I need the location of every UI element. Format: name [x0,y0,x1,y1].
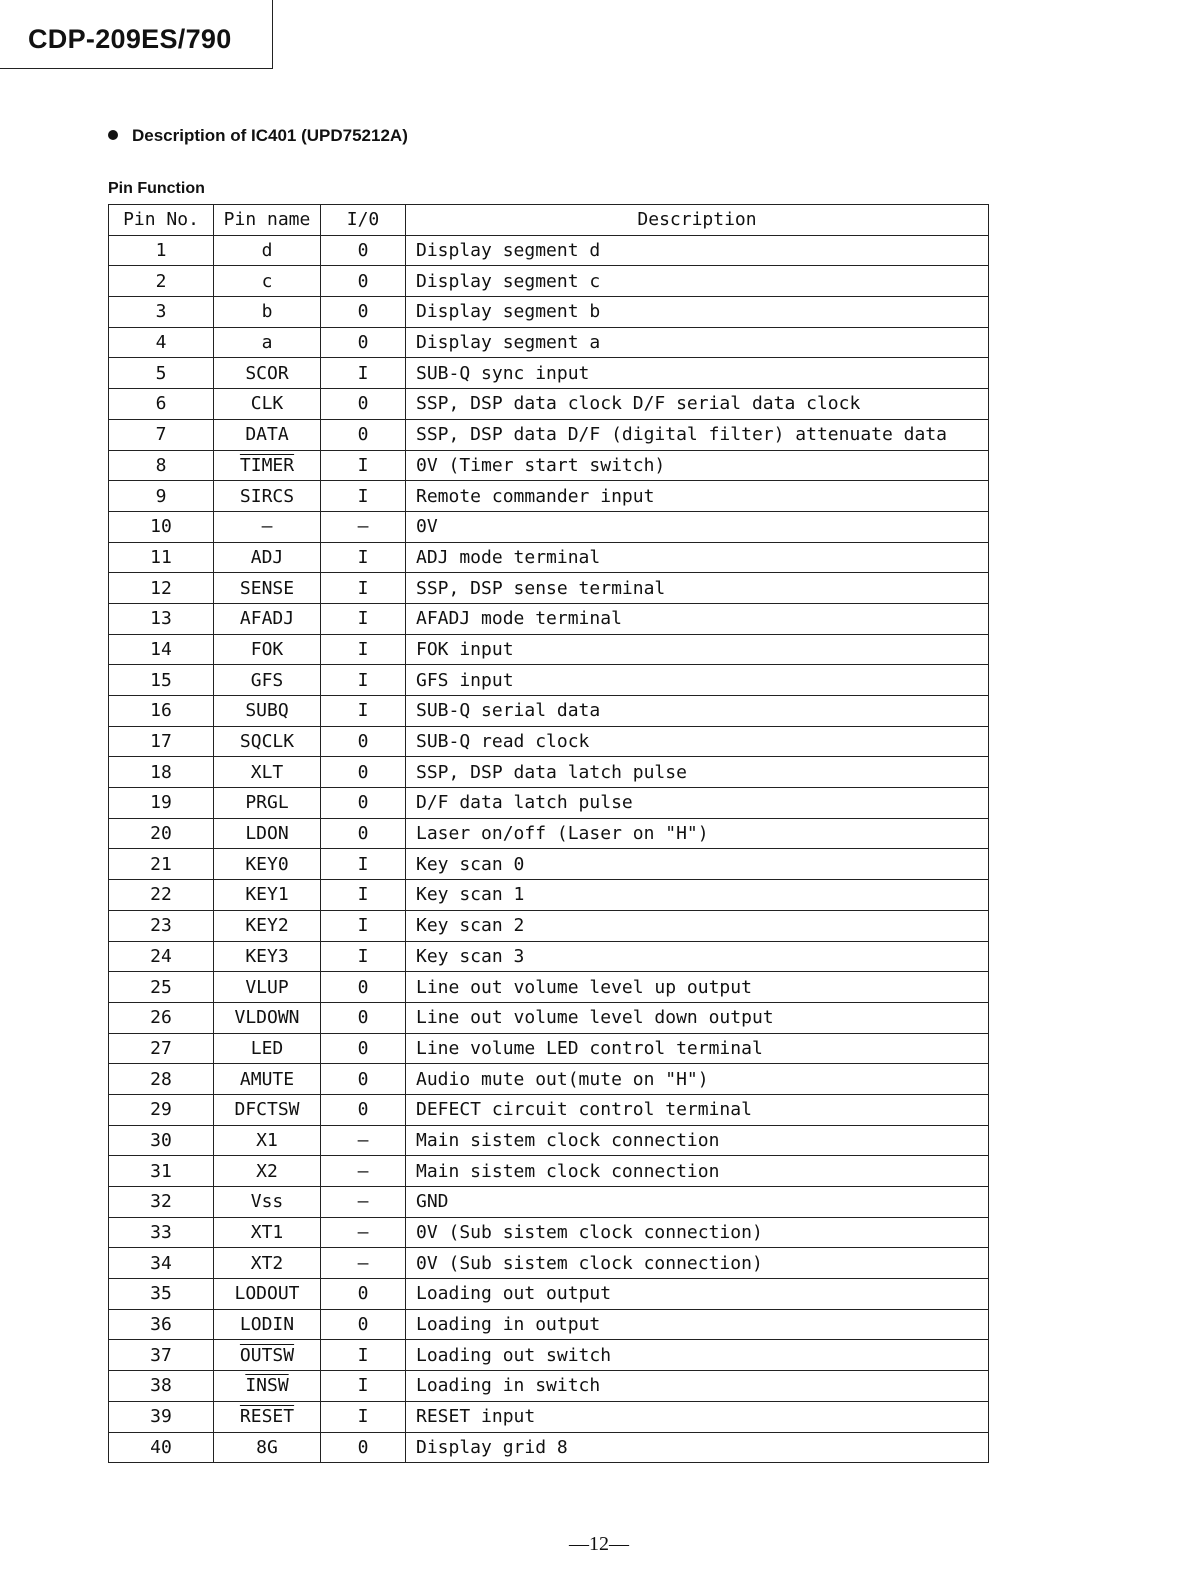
pin-description-cell: Line out volume level down output [406,1002,989,1033]
pin-name-cell: DFCTSW [214,1094,321,1125]
table-row [109,419,989,450]
table-row [109,1002,989,1033]
pin-name-cell: CLK [214,389,321,420]
pin-number-cell: 34 [109,1248,214,1279]
pin-io-cell: 0 [321,297,406,328]
pin-io-cell: I [321,696,406,727]
table-row [109,481,989,512]
pin-description-cell: SSP, DSP data latch pulse [406,757,989,788]
pin-name-cell: TIMER [214,450,321,481]
pin-number-cell: 38 [109,1371,214,1402]
table-row [109,266,989,297]
pin-description-cell: SSP, DSP data D/F (digital filter) attenuate data [406,419,989,450]
pin-description-cell: Laser on/off (Laser on "H") [406,818,989,849]
pin-io-cell: I [321,880,406,911]
pin-io-cell: — [321,1187,406,1218]
pin-name-cell: KEY3 [214,941,321,972]
pin-number-cell: 32 [109,1187,214,1218]
pin-io-cell: — [321,1217,406,1248]
pin-name-cell: INSW [214,1371,321,1402]
pin-name-cell: X2 [214,1156,321,1187]
pin-description-cell: SUB-Q sync input [406,358,989,389]
pin-description-cell: Display grid 8 [406,1432,989,1463]
pin-number-cell: 36 [109,1309,214,1340]
table-row [109,1217,989,1248]
table-row [109,726,989,757]
pin-name-cell: Vss [214,1187,321,1218]
table-row [109,1371,989,1402]
pin-io-cell: 0 [321,726,406,757]
pin-io-cell: I [321,542,406,573]
table-row [109,1064,989,1095]
pin-io-cell: 0 [321,757,406,788]
pin-description-cell: SUB-Q read clock [406,726,989,757]
table-row [109,235,989,266]
pin-description-cell: Loading in switch [406,1371,989,1402]
pin-name-cell: KEY2 [214,910,321,941]
pin-io-cell: I [321,1340,406,1371]
pin-description-cell: Loading in output [406,1309,989,1340]
pin-description-cell: 0V (Sub sistem clock connection) [406,1248,989,1279]
header-io: I/0 [321,205,406,236]
pin-io-cell: 0 [321,1309,406,1340]
pin-io-cell: 0 [321,788,406,819]
pin-name-cell: XT1 [214,1217,321,1248]
table-row [109,696,989,727]
pin-number-cell: 24 [109,941,214,972]
pin-description-cell: Key scan 1 [406,880,989,911]
pin-io-cell: 0 [321,818,406,849]
pin-name-cell: DATA [214,419,321,450]
pin-io-cell: 0 [321,1279,406,1310]
pin-number-cell: 3 [109,297,214,328]
pin-description-cell: GND [406,1187,989,1218]
header-description: Description [406,205,989,236]
pin-name-cell: — [214,511,321,542]
pin-description-cell: Audio mute out(mute on "H") [406,1064,989,1095]
pin-io-cell: I [321,603,406,634]
pin-description-cell: Main sistem clock connection [406,1125,989,1156]
pin-io-cell: I [321,358,406,389]
section-title [108,126,408,146]
pin-io-cell: I [321,573,406,604]
pin-name-cell: d [214,235,321,266]
pin-number-cell: 13 [109,603,214,634]
pin-io-cell: 0 [321,1033,406,1064]
pin-description-cell: GFS input [406,665,989,696]
pin-io-cell: — [321,1248,406,1279]
model-title: CDP-209ES/790 [28,24,232,54]
pin-description-cell: 0V (Timer start switch) [406,450,989,481]
pin-description-cell: Key scan 2 [406,910,989,941]
pin-description-cell: Display segment a [406,327,989,358]
pin-description-cell: Display segment d [406,235,989,266]
pin-name-cell: LDON [214,818,321,849]
pin-number-cell: 21 [109,849,214,880]
pin-description-cell: Line volume LED control terminal [406,1033,989,1064]
pin-io-cell: I [321,910,406,941]
table-row [109,1094,989,1125]
header-pin-name: Pin name [214,205,321,236]
pin-name-cell: SIRCS [214,481,321,512]
pin-number-cell: 37 [109,1340,214,1371]
pin-name-cell: ADJ [214,542,321,573]
pin-name-cell: AFADJ [214,603,321,634]
pin-number-cell: 29 [109,1094,214,1125]
pin-description-cell: RESET input [406,1401,989,1432]
table-header-row [109,205,989,236]
pin-io-cell: I [321,1371,406,1402]
pin-number-cell: 16 [109,696,214,727]
pin-io-cell: I [321,481,406,512]
pin-name-cell: SQCLK [214,726,321,757]
pin-name-cell: KEY0 [214,849,321,880]
table-row [109,1187,989,1218]
pin-name-cell: b [214,297,321,328]
pin-description-cell: AFADJ mode terminal [406,603,989,634]
pin-io-cell: 0 [321,1094,406,1125]
pin-number-cell: 6 [109,389,214,420]
pin-description-cell: Loading out output [406,1279,989,1310]
pin-number-cell: 26 [109,1002,214,1033]
pin-io-cell: 0 [321,1002,406,1033]
table-body [109,235,989,1463]
table-row [109,511,989,542]
pin-number-cell: 23 [109,910,214,941]
table-row [109,818,989,849]
table-row [109,1279,989,1310]
pin-name-cell: a [214,327,321,358]
table-row [109,757,989,788]
pin-name-cell: SENSE [214,573,321,604]
pin-description-cell: SSP, DSP data clock D/F serial data clock [406,389,989,420]
table-row [109,450,989,481]
pin-io-cell: 0 [321,327,406,358]
table-row [109,389,989,420]
pin-description-cell: Display segment b [406,297,989,328]
pin-number-cell: 28 [109,1064,214,1095]
table-row [109,1033,989,1064]
page-number: —12— [569,1533,629,1555]
table-row [109,573,989,604]
pin-io-cell: I [321,665,406,696]
pin-name-cell: SCOR [214,358,321,389]
table-row [109,297,989,328]
pin-description-cell: Key scan 3 [406,941,989,972]
pin-number-cell: 5 [109,358,214,389]
pin-number-cell: 25 [109,972,214,1003]
pin-description-cell: FOK input [406,634,989,665]
pin-name-cell: VLUP [214,972,321,1003]
pin-io-cell: 0 [321,1064,406,1095]
header-box [0,0,273,69]
pin-description-cell: SUB-Q serial data [406,696,989,727]
pin-number-cell: 14 [109,634,214,665]
pin-io-cell: 0 [321,419,406,450]
pin-description-cell: 0V [406,511,989,542]
table-row [109,972,989,1003]
pin-io-cell: — [321,1125,406,1156]
pin-io-cell: — [321,511,406,542]
pin-description-cell: Display segment c [406,266,989,297]
pin-name-cell: LODOUT [214,1279,321,1310]
table-row [109,358,989,389]
pin-description-cell: Remote commander input [406,481,989,512]
pin-name-cell: LODIN [214,1309,321,1340]
pin-name-cell: PRGL [214,788,321,819]
pin-description-cell: Line out volume level up output [406,972,989,1003]
pin-number-cell: 20 [109,818,214,849]
pin-io-cell: I [321,1401,406,1432]
pin-number-cell: 27 [109,1033,214,1064]
pin-name-cell: XT2 [214,1248,321,1279]
bullet-icon [108,130,118,140]
pin-io-cell: 0 [321,1432,406,1463]
pin-io-cell: — [321,1156,406,1187]
pin-description-cell: D/F data latch pulse [406,788,989,819]
pin-number-cell: 18 [109,757,214,788]
pin-number-cell: 39 [109,1401,214,1432]
pin-description-cell: Key scan 0 [406,849,989,880]
table-row [109,941,989,972]
table-subtitle: Pin Function [108,180,205,197]
section-title-text: Description of IC401 (UPD75212A) [132,126,408,145]
header-pin-no: Pin No. [109,205,214,236]
pin-name-cell: OUTSW [214,1340,321,1371]
table-row [109,1156,989,1187]
pin-io-cell: I [321,849,406,880]
table-row [109,542,989,573]
pin-io-cell: 0 [321,389,406,420]
pin-number-cell: 15 [109,665,214,696]
pin-number-cell: 31 [109,1156,214,1187]
pin-name-cell: LED [214,1033,321,1064]
table-row [109,634,989,665]
pin-number-cell: 30 [109,1125,214,1156]
table-row [109,1340,989,1371]
pin-name-cell: X1 [214,1125,321,1156]
pin-number-cell: 11 [109,542,214,573]
pin-number-cell: 19 [109,788,214,819]
pin-name-cell: c [214,266,321,297]
pin-io-cell: 0 [321,972,406,1003]
pin-number-cell: 9 [109,481,214,512]
pin-name-cell: GFS [214,665,321,696]
pin-number-cell: 22 [109,880,214,911]
pin-number-cell: 2 [109,266,214,297]
pin-number-cell: 10 [109,511,214,542]
pin-name-cell: SUBQ [214,696,321,727]
pin-number-cell: 40 [109,1432,214,1463]
pin-name-cell: RESET [214,1401,321,1432]
pin-description-cell: 0V (Sub sistem clock connection) [406,1217,989,1248]
table-row [109,603,989,634]
pin-io-cell: 0 [321,266,406,297]
pin-name-cell: FOK [214,634,321,665]
pin-name-cell: VLDOWN [214,1002,321,1033]
pin-number-cell: 1 [109,235,214,266]
pin-number-cell: 7 [109,419,214,450]
pin-io-cell: I [321,634,406,665]
table-row [109,1248,989,1279]
pin-description-cell: ADJ mode terminal [406,542,989,573]
table-row [109,327,989,358]
table-row [109,788,989,819]
table-row [109,849,989,880]
pin-number-cell: 33 [109,1217,214,1248]
table-row [109,665,989,696]
pin-description-cell: DEFECT circuit control terminal [406,1094,989,1125]
pin-description-cell: SSP, DSP sense terminal [406,573,989,604]
pin-number-cell: 4 [109,327,214,358]
table-row [109,1432,989,1463]
table-row [109,1309,989,1340]
pin-name-cell: XLT [214,757,321,788]
table-row [109,910,989,941]
table-row [109,1125,989,1156]
pin-name-cell: KEY1 [214,880,321,911]
pin-description-cell: Main sistem clock connection [406,1156,989,1187]
table-row [109,880,989,911]
pin-number-cell: 8 [109,450,214,481]
pin-io-cell: I [321,941,406,972]
pin-number-cell: 35 [109,1279,214,1310]
pin-name-cell: 8G [214,1432,321,1463]
pin-io-cell: 0 [321,235,406,266]
table-row [109,1401,989,1432]
pin-function-table [108,204,989,1463]
pin-number-cell: 17 [109,726,214,757]
pin-io-cell: I [321,450,406,481]
pin-description-cell: Loading out switch [406,1340,989,1371]
pin-number-cell: 12 [109,573,214,604]
pin-name-cell: AMUTE [214,1064,321,1095]
